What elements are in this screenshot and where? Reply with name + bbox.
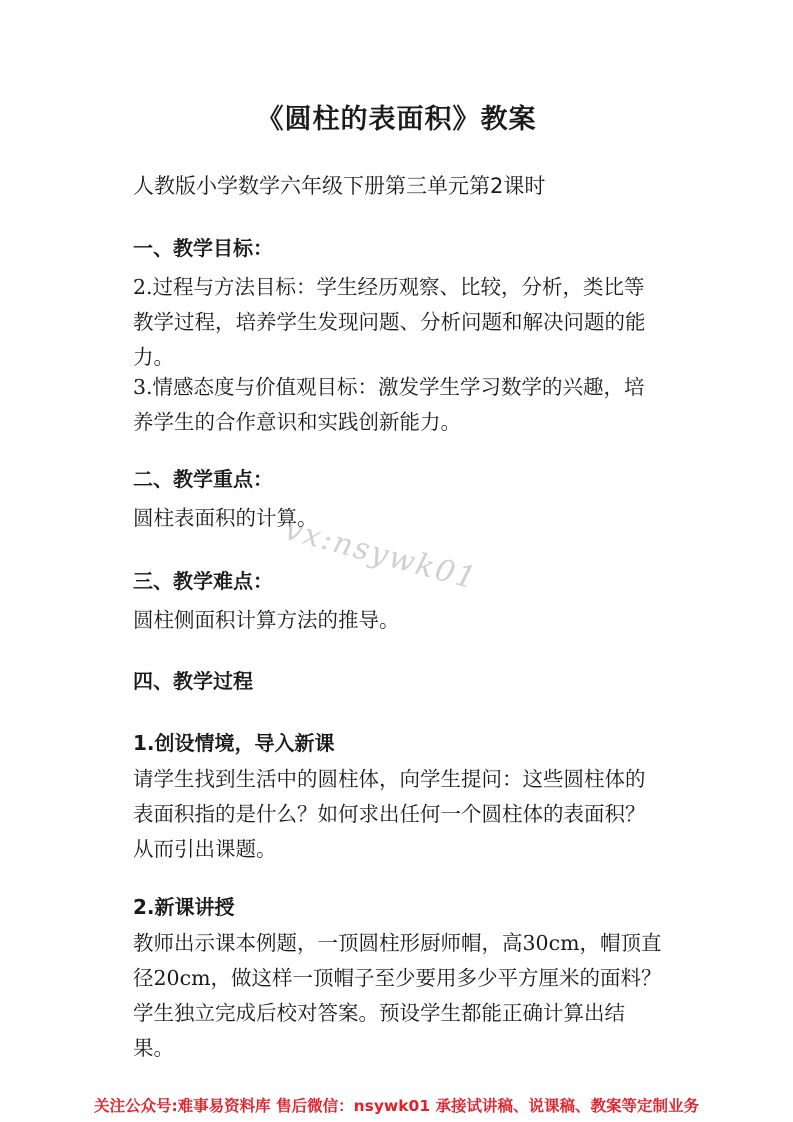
document-title: 《圆柱的表面积》教案 [256, 104, 537, 135]
section-heading-process: 四、教学过程 [133, 669, 253, 693]
section-heading-goals: 一、教学目标： [133, 236, 273, 260]
step2-heading: 2.新课讲授 [133, 895, 235, 919]
step1-heading: 1.创设情境，导入新课 [133, 731, 335, 755]
step1-paragraph [133, 762, 733, 867]
watermark: vx:nsywk01 [280, 512, 481, 597]
section-heading-difficulties: 三、教学难点： [133, 569, 273, 593]
text-line: 教学过程，培养学生发现问题、分析问题和解决问题的能 [133, 310, 646, 334]
goals-paragraph-2 [133, 370, 733, 440]
footer-banner: 关注公众号:难事易资料库 售后微信：nsywk01 承接试讲稿、说课稿、教案等定制业务 [93, 1097, 700, 1115]
text-line: 2.过程与方法目标：学生经历观察、比较，分析，类比等 [133, 275, 645, 299]
document-subtitle: 人教版小学数学六年级下册第三单元第2课时 [133, 174, 546, 198]
text-line: 请学生找到生活中的圆柱体，向学生提问：这些圆柱体的 [133, 767, 646, 791]
text-line: 养学生的合作意识和实践创新能力。 [133, 410, 461, 434]
text-line: 教师出示课本例题，一顶圆柱形厨师帽，高30cm，帽顶直 [133, 931, 662, 955]
text-line: 果。 [133, 1036, 174, 1060]
text-line: 径20cm，做这样一顶帽子至少要用多少平方厘米的面料？ [133, 966, 662, 990]
text-line: 3.情感态度与价值观目标：激发学生学习数学的兴趣，培 [133, 375, 645, 399]
text-line: 表面积指的是什么？如何求出任何一个圆柱体的表面积？ [133, 802, 646, 826]
section-heading-key-points: 二、教学重点： [133, 467, 273, 491]
step2-paragraph [133, 926, 733, 1066]
goals-paragraph-1 [133, 270, 733, 375]
difficulties-text: 圆柱侧面积计算方法的推导。 [133, 608, 400, 632]
text-line: 学生独立完成后校对答案。预设学生都能正确计算出结 [133, 1001, 625, 1025]
text-line: 力。 [133, 345, 174, 369]
key-points-text: 圆柱表面积的计算。 [133, 506, 318, 530]
text-line: 从而引出课题。 [133, 837, 277, 861]
